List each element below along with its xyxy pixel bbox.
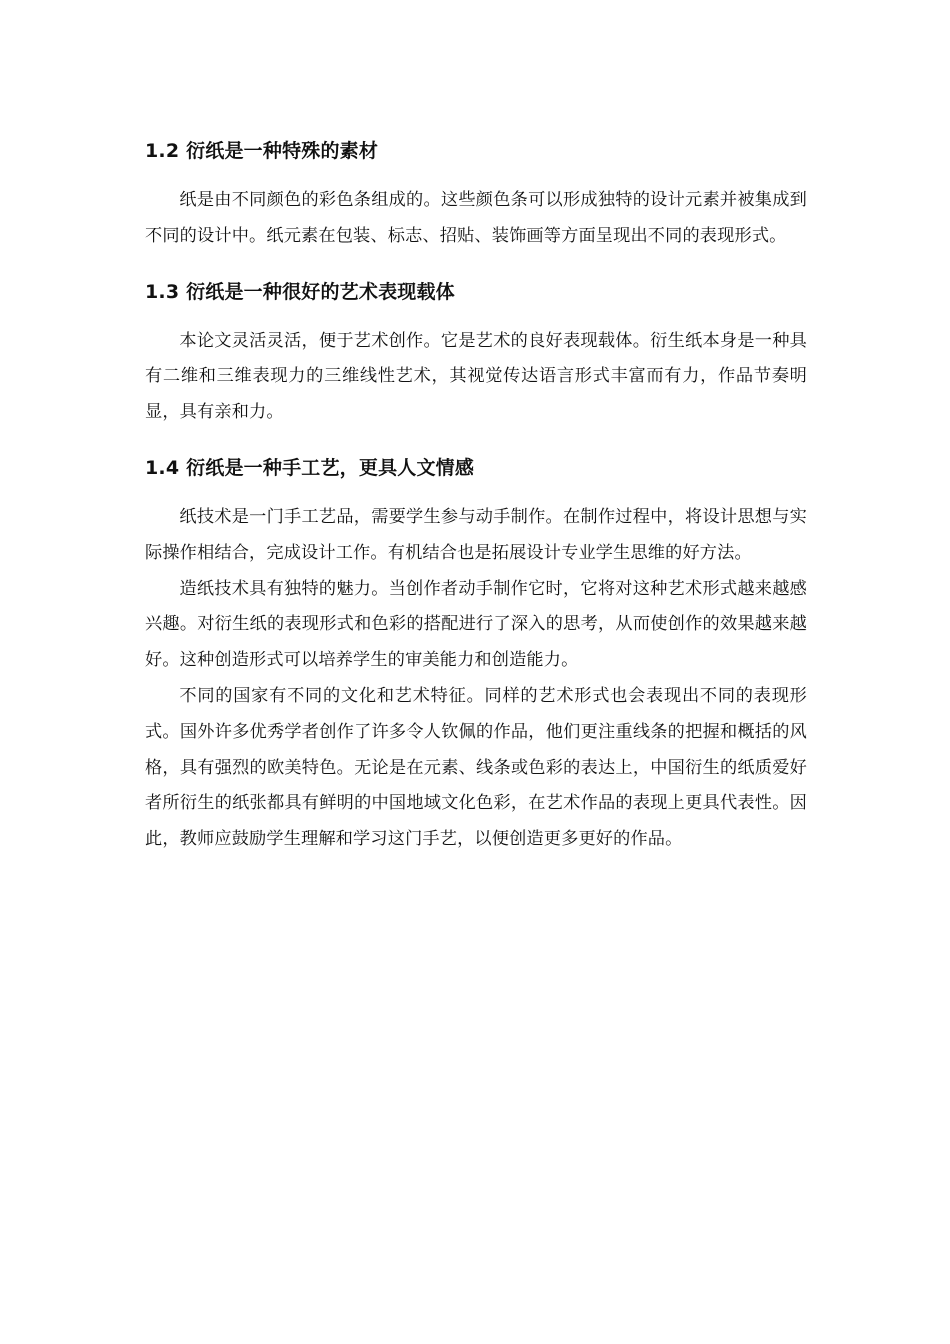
body-paragraph: 不同的国家有不同的文化和艺术特征。同样的艺术形式也会表现出不同的表现形式。国外许多优秀学者创作了许多令人钦佩的作品，他们更注重线条的把握和概括的风格，具有强烈的欧美特色。无论是在元素、线条或色彩的表达上，中国衍生的纸质爱好者所衍生的纸张都具有鲜明的中国地域文化色彩，在艺术作品的表现上更具代表性。因此，教师应鼓励学生理解和学习这门手艺，以便创造更多更好的作品。 xyxy=(145,685,807,850)
document-body xyxy=(145,133,807,877)
section-heading: 1.4 衍纸是一种手工艺，更具人文情感 xyxy=(145,456,475,479)
section-1-3 xyxy=(145,274,807,431)
section-1-4 xyxy=(145,450,807,858)
body-paragraph: 造纸技术具有独特的魅力。当创作者动手制作它时，它将对这种艺术形式越来越感兴趣。对衍生纸的表现形式和色彩的搭配进行了深入的思考，从而使创作的效果越来越好。这种创造形式可以培养学生的审美能力和创造能力。 xyxy=(145,578,807,671)
body-paragraph: 本论文灵活灵活，便于艺术创作。它是艺术的良好表现载体。衍生纸本身是一种具有二维和三维表现力的三维线性艺术，其视觉传达语言形式丰富而有力，作品节奏明显，具有亲和力。 xyxy=(145,330,807,423)
section-heading: 1.2 衍纸是一种特殊的素材 xyxy=(145,140,379,162)
body-paragraph: 纸技术是一门手工艺品，需要学生参与动手制作。在制作过程中，将设计思想与实际操作相结合，完成设计工作。有机结合也是拓展设计专业学生思维的好方法。 xyxy=(145,506,807,563)
body-paragraph: 纸是由不同颜色的彩色条组成的。这些颜色条可以形成独特的设计元素并被集成到不同的设计中。纸元素在包装、标志、招贴、装饰画等方面呈现出不同的表现形式。 xyxy=(145,190,807,246)
section-1-2 xyxy=(145,133,807,255)
section-heading: 1.3 衍纸是一种很好的艺术表现载体 xyxy=(145,280,455,303)
